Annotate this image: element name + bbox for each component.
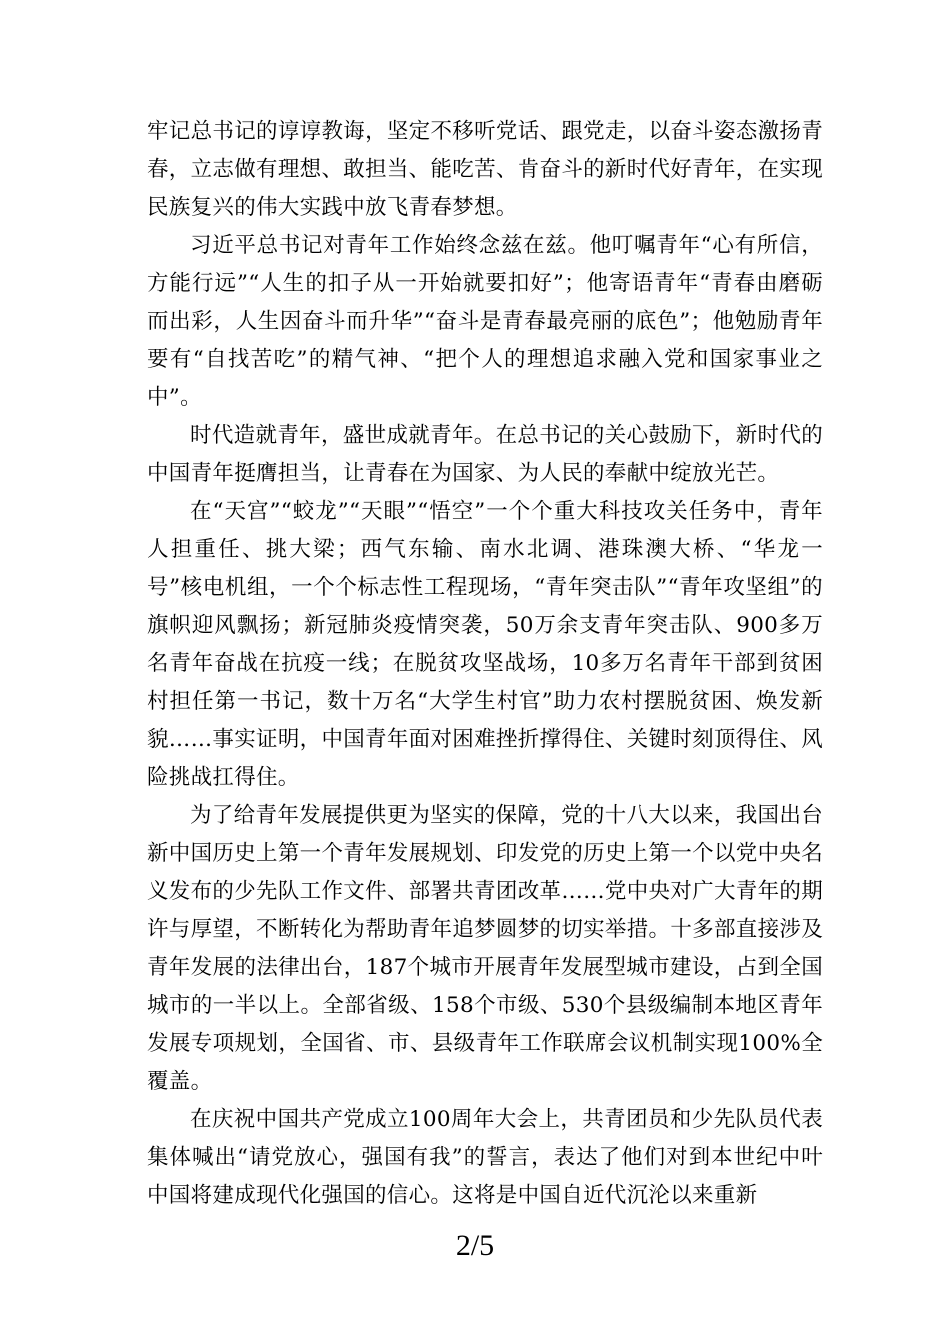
paragraph-youth-achievements: 在“天宫”“蛟龙”“天眼”“悟空”一个个重大科技攻关任务中，青年人担重任、挑大梁；西气东输、南水北调、港珠澳大桥、“华龙一号”核电机组，一个个标志性工程现场，“青年突击队”“青年攻坚组”的旗帜迎风飘扬；新冠肺炎疫情突袭，50万余支青年突击队、900多万名青年奋战在抗疫一线；在脱贫攻坚战场，10多万名青年干部到贫困村担任第一书记，数十万名“大学生村官”助力农村摆脱贫困、焕发新貌……事实证明，中国青年面对困难挫折撑得住、关键时刻顶得住、风险挑战扛得住。 bbox=[147, 499, 823, 790]
paragraph-era-youth: 时代造就青年，盛世成就青年。在总书记的关心鼓励下，新时代的中国青年挺膺担当，让青春在为国家、为人民的奉献中绽放光芒。 bbox=[147, 423, 823, 486]
paragraph-youth-development-policy: 为了给青年发展提供更为坚实的保障，党的十八大以来，我国出台新中国历史上第一个青年发展规划、印发党的历史上第一个以党中央名义发布的少先队工作文件、部署共青团改革……党中央对广大青年的期许与厚望，不断转化为帮助青年追梦圆梦的切实举措。十多部直接涉及青年发展的法律出台，187个城市开展青年发展型城市建设，占到全国城市的一半以上。全部省级、158个市级、530个县级编制本地区青年发展专项规划，全国省、市、县级青年工作联席会议机制实现100%全覆盖。 bbox=[147, 803, 823, 1094]
page-number: 2/5 bbox=[455, 1229, 495, 1262]
body-text bbox=[147, 113, 823, 1215]
paragraph-centenary-pledge: 在庆祝中国共产党成立100周年大会上，共青团员和少先队员代表集体喊出“请党放心，强国有我”的誓言，表达了他们对到本世纪中叶中国将建成现代化强国的信心。这将是中国自近代沉沦以来重新 bbox=[147, 1107, 823, 1208]
paragraph-continuation: 牢记总书记的谆谆教诲，坚定不移听党话、跟党走，以奋斗姿态激扬青春，立志做有理想、敢担当、能吃苦、肯奋斗的新时代好青年，在实现民族复兴的伟大实践中放飞青春梦想。 bbox=[147, 119, 823, 220]
paragraph-xi-youth-work: 习近平总书记对青年工作始终念兹在兹。他叮嘱青年“心有所信，方能行远”“人生的扣子从一开始就要扣好”；他寄语青年“青春由磨砺而出彩，人生因奋斗而升华”“奋斗是青春最亮丽的底色”；他勉励青年要有“自找苦吃”的精气神、“把个人的理想追求融入党和国家事业之中”。 bbox=[147, 233, 823, 410]
